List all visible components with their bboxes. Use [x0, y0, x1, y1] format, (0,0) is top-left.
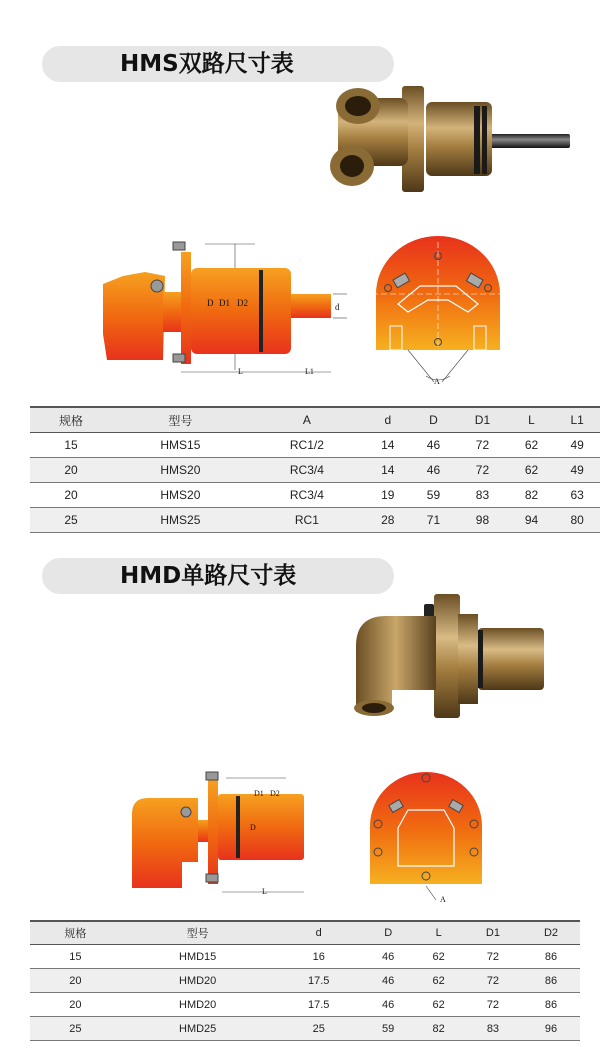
table-cell: 25: [30, 508, 112, 533]
table-cell: 72: [464, 993, 522, 1017]
label-a: A: [440, 895, 446, 904]
table-cell: 62: [413, 993, 464, 1017]
label-d2: D2: [270, 789, 280, 798]
table-cell: 17.5: [275, 969, 363, 993]
table-row: [30, 458, 600, 483]
table-cell: RC3/4: [249, 458, 365, 483]
table-row: [30, 433, 600, 458]
header-cell: 型号: [121, 921, 275, 945]
table-cell: 14: [365, 433, 411, 458]
hms-front-view-drawing: [368, 234, 508, 390]
table-cell: 28: [365, 508, 411, 533]
table-cell: 20: [30, 483, 112, 508]
header-cell: D2: [522, 921, 580, 945]
table-cell: 71: [411, 508, 457, 533]
table-cell: 72: [464, 945, 522, 969]
table-cell: 86: [522, 993, 580, 1017]
table-cell: 20: [30, 969, 121, 993]
hmd-spec-table: [30, 920, 580, 1041]
table-cell: 46: [411, 458, 457, 483]
label-l1: L1: [305, 367, 314, 376]
label-l: L: [238, 367, 243, 376]
table-row: [30, 969, 580, 993]
table-cell: HMS15: [112, 433, 249, 458]
table-cell: 96: [522, 1017, 580, 1041]
header-cell: d: [365, 407, 411, 433]
table-cell: HMD20: [121, 993, 275, 1017]
label-l: L: [262, 887, 267, 896]
table-row: [30, 993, 580, 1017]
table-cell: 72: [456, 458, 508, 483]
label-a: A: [434, 377, 440, 386]
table-cell: 19: [365, 483, 411, 508]
header-cell: L: [509, 407, 555, 433]
table-cell: 49: [554, 433, 600, 458]
table-cell: HMD20: [121, 969, 275, 993]
table-cell: 72: [456, 433, 508, 458]
table-cell: HMS25: [112, 508, 249, 533]
table-cell: RC1/2: [249, 433, 365, 458]
table-cell: 46: [363, 945, 414, 969]
header-cell: A: [249, 407, 365, 433]
label-d-upper: D: [207, 298, 214, 308]
table-cell: 80: [554, 508, 600, 533]
table-header-row: [30, 921, 580, 945]
section-title-hms: HMS双路尺寸表: [120, 51, 294, 77]
table-cell: 62: [509, 458, 555, 483]
table-cell: 46: [363, 993, 414, 1017]
label-d-upper: D: [250, 823, 256, 832]
table-cell: 63: [554, 483, 600, 508]
label-d2: D2: [237, 298, 248, 308]
table-cell: HMS20: [112, 458, 249, 483]
header-cell: D1: [464, 921, 522, 945]
header-cell: d: [275, 921, 363, 945]
label-d1: D1: [254, 789, 264, 798]
header-cell: L1: [554, 407, 600, 433]
table-cell: 62: [413, 945, 464, 969]
table-cell: 17.5: [275, 993, 363, 1017]
table-cell: 62: [413, 969, 464, 993]
table-row: [30, 1017, 580, 1041]
table-cell: 59: [411, 483, 457, 508]
table-row: [30, 945, 580, 969]
label-d1: D1: [219, 298, 230, 308]
header-cell: 型号: [112, 407, 249, 433]
table-cell: 82: [413, 1017, 464, 1041]
table-cell: 82: [509, 483, 555, 508]
hmd-front-view-drawing: [354, 766, 494, 906]
table-cell: 83: [464, 1017, 522, 1041]
header-cell: D1: [456, 407, 508, 433]
table-cell: HMD15: [121, 945, 275, 969]
table-cell: 16: [275, 945, 363, 969]
table-cell: 25: [275, 1017, 363, 1041]
table-cell: RC3/4: [249, 483, 365, 508]
hms-spec-table: [30, 406, 600, 533]
table-cell: RC1: [249, 508, 365, 533]
table-cell: 83: [456, 483, 508, 508]
table-cell: 62: [509, 433, 555, 458]
label-d-lower: d: [335, 302, 340, 312]
table-cell: 94: [509, 508, 555, 533]
section-title-bar-hms: [42, 46, 394, 82]
table-cell: 46: [363, 969, 414, 993]
hmd-product-photo: [346, 590, 556, 722]
table-cell: 15: [30, 945, 121, 969]
header-cell: 规格: [30, 407, 112, 433]
table-cell: HMD25: [121, 1017, 275, 1041]
header-cell: D: [363, 921, 414, 945]
header-cell: 规格: [30, 921, 121, 945]
table-cell: 46: [411, 433, 457, 458]
table-cell: 98: [456, 508, 508, 533]
hmd-side-view-drawing: [126, 766, 316, 900]
table-cell: 86: [522, 969, 580, 993]
table-cell: 49: [554, 458, 600, 483]
section-title-hmd: HMD单路尺寸表: [120, 563, 297, 589]
table-cell: 15: [30, 433, 112, 458]
hms-side-view-drawing: [95, 234, 355, 380]
table-header-row: [30, 407, 600, 433]
table-cell: HMS20: [112, 483, 249, 508]
table-cell: 25: [30, 1017, 121, 1041]
table-cell: 14: [365, 458, 411, 483]
table-row: [30, 508, 600, 533]
hms-product-photo: [318, 80, 574, 198]
table-cell: 20: [30, 458, 112, 483]
table-cell: 72: [464, 969, 522, 993]
header-cell: L: [413, 921, 464, 945]
table-row: [30, 483, 600, 508]
table-cell: 20: [30, 993, 121, 1017]
table-cell: 59: [363, 1017, 414, 1041]
section-title-bar-hmd: [42, 558, 394, 594]
table-cell: 86: [522, 945, 580, 969]
header-cell: D: [411, 407, 457, 433]
